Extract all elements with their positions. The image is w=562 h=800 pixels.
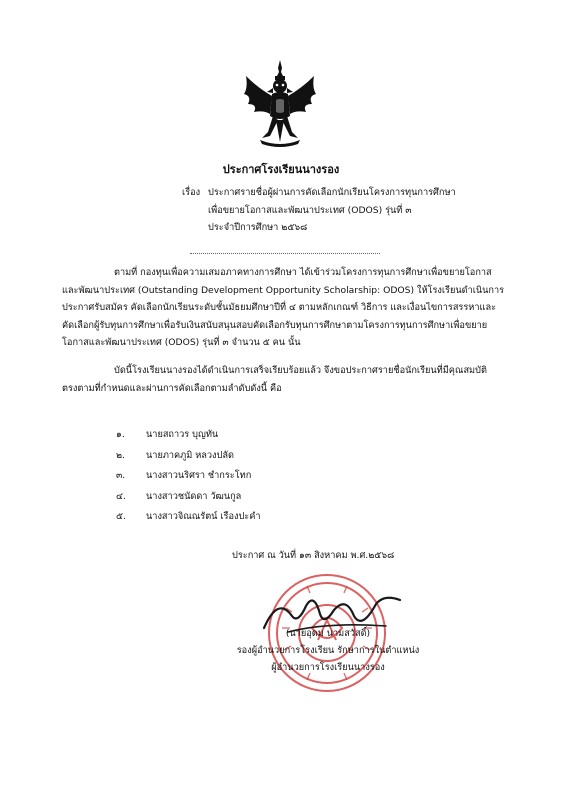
- list-item: [116, 425, 261, 446]
- student-list: [116, 425, 261, 528]
- student-name: นายสถาวร บุญทัน: [146, 429, 219, 440]
- body-paragraph-2: [62, 362, 504, 397]
- signer-name: (นายอุดม นามสวัสดิ์): [285, 628, 371, 639]
- signer-block: [228, 625, 428, 676]
- signer-title: รองผู้อำนวยการโรงเรียน รักษาการในตำแหน่ง: [236, 645, 420, 656]
- subject-line-2: เพื่อขยายโอกาสและพัฒนาประเทศ (ODOS) รุ่นที่ ๓: [208, 204, 412, 216]
- list-item: [116, 487, 261, 508]
- list-number: ๑.: [116, 429, 125, 440]
- paragraph-line: บัดนี้โรงเรียนนางรองได้ดำเนินการเสร็จเรียบร้อยแล้ว จึงขอประกาศรายชื่อนักเรียนที่มีคุณสมบัติ: [114, 365, 487, 376]
- list-number: ๕.: [116, 511, 126, 522]
- signer-title: ผู้อำนวยการโรงเรียนนางรอง: [271, 662, 385, 673]
- student-name: นางสาวชนัดดา วัฒนกูล: [146, 490, 242, 502]
- document-subject: [182, 184, 456, 237]
- document-title: ประกาศโรงเรียนนางรอง: [222, 163, 340, 176]
- list-item: [116, 507, 261, 528]
- list-item: [116, 466, 261, 487]
- subject-label: เรื่อง: [182, 187, 201, 198]
- paragraph-line: คัดเลือกผู้รับทุนการศึกษาเพื่อรับเงินสนับสนุนสอบคัดเลือกรับทุนการศึกษาตามโครงการทุนการศึกษาเพื่อขยาย: [62, 319, 488, 331]
- paragraph-line: ตรงตามที่กำหนดและผ่านการคัดเลือกตามลำดับดังนี้ คือ: [62, 382, 282, 394]
- dotted-divider: [190, 253, 380, 254]
- paragraph-line: ประกาศรับสมัคร คัดเลือกนักเรียนระดับชั้นมัธยมศึกษาปีที่ ๔ ตามหลักเกณฑ์ วิธีการ และเงื่อนไขการสรรหาและ: [62, 302, 497, 313]
- student-name: นายภาคภูมิ หลวงปลัด: [146, 449, 234, 461]
- list-item: [116, 446, 261, 467]
- student-name: นางสาวนริศรา ชำกระโทก: [146, 470, 252, 481]
- paragraph-line: โอกาสและพัฒนาประเทศ (ODOS) รุ่นที่ ๓ จำนวน ๕ คน นั้น: [62, 337, 301, 348]
- list-number: ๔.: [116, 490, 126, 502]
- paragraph-line: ตามที่ กองทุนเพื่อความเสมอภาคทางการศึกษา ได้เข้าร่วมโครงการทุนการศึกษาเพื่อขยายโอกาส: [114, 267, 492, 278]
- subject-line-1: ประกาศรายชื่อผู้ผ่านการคัดเลือกนักเรียนโครงการทุนการศึกษา: [208, 187, 456, 198]
- garuda-emblem-icon: [240, 58, 320, 148]
- body-paragraph-1: [62, 264, 504, 352]
- paragraph-line: และพัฒนาประเทศ (Outstanding Development Opportunity Scholarship: ODOS) ให้โรงเรียนดำเนินการ: [62, 284, 504, 296]
- subject-line-3: ประจำปีการศึกษา ๒๕๖๘: [208, 222, 308, 233]
- list-number: ๓.: [116, 470, 126, 481]
- announcement-date: ประกาศ ณ วันที่ ๑๓ สิงหาคม พ.ศ.๒๕๖๘: [232, 550, 395, 561]
- student-name: นางสาวจิณณรัตน์ เรืองปะคำ: [146, 511, 261, 522]
- list-number: ๒.: [116, 449, 125, 461]
